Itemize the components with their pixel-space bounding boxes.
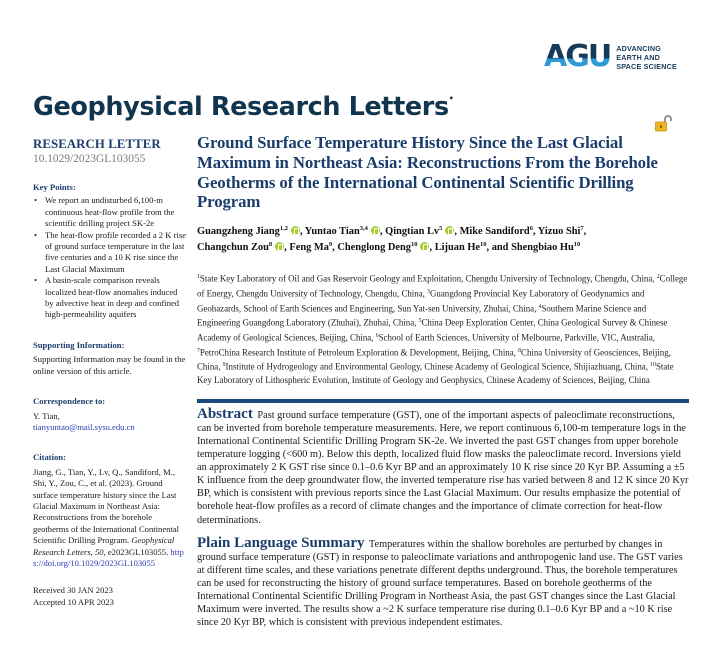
abstract [197, 405, 689, 527]
key-points-heading: Key Points: [33, 182, 76, 192]
author-name: Guangzheng Jiang [197, 226, 280, 238]
affiliation-number: 3 [427, 288, 430, 295]
plain-language-summary-text: Temperatures within the shallow boreholes are perturbed by changes in ground surface temperature (GST) in response to paleoclimate variations and anthropogenic land use. The GST varies at different time scales, and these variations penetrate different depths underground. Thus, the borehole temperatures can be used for reconstructing the history of ground surface temperatures. Based on borehole geotherms of the International Continental Scientific Drilling Program in Northeast Asia, the past GST changes since the Last Glacial Maximum were inverted. The results show a ~2 K surface temperature rise during 0.1–0.6 Kyr BP and a ~10 K rise since 20 Kyr BP, which is consistent with previous independent estimates. [197, 538, 683, 629]
left-sidebar [33, 137, 188, 608]
author-name: Lijuan He [434, 242, 481, 254]
affiliation-number: 8 [518, 347, 522, 354]
correspondence-name: Y. Tian, [33, 410, 60, 421]
author[interactable] [460, 226, 533, 237]
journal-title [33, 92, 453, 122]
affiliation: School of Earth Sciences, University of Melbourne, Parkville, VIC, Australia, [378, 332, 655, 343]
author-affiliation-ref: 10 [410, 241, 418, 249]
supporting-info-heading: Supporting Information: [33, 339, 125, 350]
author-separator: , [284, 242, 290, 254]
citation-article-id: e2023GL103055. [105, 546, 171, 557]
affiliation: China University of Geosciences, Beijing, China, [197, 347, 671, 372]
open-lock-icon [655, 114, 672, 132]
article-dates [33, 585, 188, 608]
affiliation: Guangdong Provincial Key Laboratory of Geodynamics and Geohazards, School of Earth Sciences and Engineering, Sun Yat-sen University, Zhuhai, China, [197, 288, 645, 314]
key-point: • The heat-flow profile recorded a 2 K rise of ground surface temperature in the last five centuries and a 10 K rise since the Last Glacial Maximum [33, 230, 188, 276]
author[interactable] [197, 226, 288, 237]
citation-doi-link[interactable]: https://doi.org/10.1029/2023GL103055 [33, 546, 184, 568]
author-name: Changchun Zou [197, 242, 269, 254]
main-content [197, 133, 689, 629]
affiliation: China Deep Exploration Center, China Geological Survey & Chinese Academy of Geological Sciences, Beijing, China, [197, 317, 668, 343]
affiliation-number: 4 [538, 303, 542, 310]
correspondence [33, 396, 188, 433]
agu-tagline-line: SPACE SCIENCE [616, 61, 677, 71]
section-divider [197, 399, 689, 403]
agu-tagline [616, 44, 677, 71]
author[interactable] [511, 242, 580, 253]
author-affiliation-ref: 7 [580, 225, 584, 233]
supporting-information [33, 340, 188, 377]
plain-language-summary [197, 534, 689, 630]
author-list [197, 222, 689, 254]
abstract-text: Past ground surface temperature (GST), one of the important aspects of paleoclimate reconstructions, can be inverted from borehole temperature measurements. Here, we report continuous 6,100-m temperature logs in the International Continental Scientific Drilling Program SK-2e. We inverted the past GST changes from upper borehole temperature logging (<600 m). Below this depth, localized fluid flow masks the paleoclimate record. Inversions yield an approximately 2 K GST rise since 0.1–0.6 Kyr BP and an approximately 10 K rise since 20 Kyr BP. Assuming a ±5 K influence from the deep groundwater flow, the inverted temperature rise has varied between 8 and 12 K since 20 Kyr BP, which is consistent with previous reports since the Last Glacial Maximum. Our results emphasize the potential of borehole heat-flow profiles as a record of climate changes and the importance of climate correction for heat-flow determinations. [197, 409, 689, 526]
journal-title-mark: • [448, 94, 454, 103]
author-separator: , [299, 226, 305, 238]
citation-text [33, 467, 188, 570]
author-separator: , [429, 242, 435, 254]
author-affiliation-ref: 8 [268, 241, 273, 249]
author-affiliation-ref: 3,4 [359, 225, 368, 233]
author[interactable] [435, 242, 487, 253]
author[interactable] [385, 226, 442, 237]
author-name: Feng Ma [289, 242, 329, 254]
citation-heading: Citation: [33, 452, 66, 463]
author-affiliation-ref: 1,2 [279, 225, 288, 233]
agu-logo[interactable] [544, 39, 677, 74]
author-name: Yizuo Shi [537, 226, 581, 238]
key-points-list [33, 195, 188, 320]
citation [33, 452, 188, 569]
affiliation: State Key Laboratory of Lithospheric Evolution, Institute of Geology and Geophysics, Chinese Academy of Sciences, Beijing, China [197, 361, 674, 386]
orcid-icon[interactable] [371, 226, 380, 235]
author-separator: , [379, 226, 386, 238]
agu-logo-mark: AGU [544, 39, 611, 74]
citation-body: Jiang, G., Tian, Y., Lv, Q., Sandiford, M., Shi, Y., Zou, C., et al. (2023). Ground surface temperature history since the Last Glacial Maximum in Northeast Asia: Reconstructions from the borehole geotherms of the International Continental Scientific Drilling Program. [33, 466, 180, 546]
affiliation-number: 1 [197, 274, 200, 281]
author-name: Shengbiao Hu [511, 242, 574, 254]
received-date: Received 30 JAN 2023 [33, 585, 113, 596]
affiliation-number: 9 [222, 362, 226, 369]
accepted-date: Accepted 10 APR 2023 [33, 596, 114, 607]
author[interactable] [305, 226, 368, 237]
author-separator: , [332, 242, 338, 254]
author-separator: , [583, 226, 587, 238]
article-type: RESEARCH LETTER [33, 137, 161, 151]
author-affiliation-ref: 10 [480, 241, 487, 249]
affiliation-number: 2 [656, 274, 660, 281]
author-separator: , [454, 226, 460, 238]
author[interactable] [538, 226, 584, 237]
article-title: Ground Surface Temperature History Since the Last Glacial Maximum in Northeast Asia: Reconstructions From the Borehole Geotherms of the International Continental Scientific Drilling Program [197, 133, 658, 212]
affiliation: Southern Marine Science and Engineering Guangdong Laboratory (Zhuhai), Zhuhai, China, [197, 303, 647, 328]
correspondence-heading: Correspondence to: [33, 396, 106, 407]
affiliation-number: 5 [418, 318, 422, 325]
author-name: Qingtian Lv [385, 226, 440, 238]
author[interactable] [197, 242, 272, 253]
author-affiliation-ref: 10 [573, 241, 581, 249]
affiliation: College of Energy, Chengdu University of Technology, Chengdu, China, [197, 273, 688, 299]
key-point: • A basin-scale comparison reveals localized heat-flow anomalies induced by advective heat in deep and confined high-permeability aquifers [33, 275, 188, 321]
affiliation-number: 7 [197, 347, 200, 354]
orcid-icon[interactable] [445, 226, 454, 235]
author-affiliation-ref: 9 [328, 241, 333, 249]
key-point: • We report an undisturbed 6,100-m continuous heat-flow profile from the scientific drilling project SK-2e [33, 195, 188, 229]
affiliation: State Key Laboratory of Oil and Gas Reservoir Geology and Exploitation, Chengdu University of Technology, Chengdu, China, [199, 273, 657, 284]
orcid-icon[interactable] [275, 242, 284, 251]
author-name: Mike Sandiford [459, 226, 530, 238]
affiliation-number: 6 [375, 333, 379, 339]
plain-language-summary-heading: Plain Language Summary [197, 534, 365, 551]
citation-journal: Geophysical Research Letters, 50, [33, 535, 175, 557]
affiliation: Institute of Hydrogeology and Environmental Geology, Chinese Academy of Geological Science, Shijiazhuang, China, [225, 361, 651, 372]
author-separator: , [532, 226, 538, 238]
orcid-icon[interactable] [291, 226, 300, 235]
journal-title-text: Geophysical Research Letters [33, 92, 449, 122]
affiliation: PetroChina Research Institute of Petroleum Exploration & Development, Beijing, China, [199, 347, 519, 358]
author-affiliation-ref: 6 [529, 225, 533, 233]
correspondence-email-link[interactable]: tianyuntao@mail.sysu.edu.cn [33, 421, 135, 432]
author[interactable] [289, 242, 332, 253]
supporting-info-text: Supporting Information may be found in the online version of this article. [33, 354, 186, 376]
affiliation-number: 10 [650, 362, 656, 369]
author-affiliation-ref: 5 [439, 225, 443, 233]
author-name: Yuntao Tian [304, 226, 360, 238]
affiliations [197, 271, 689, 387]
author-separator: , and [486, 242, 512, 254]
article-doi[interactable]: 10.1029/2023GL103055 [33, 153, 146, 165]
agu-tagline-line: ADVANCING [616, 43, 661, 53]
author[interactable] [337, 242, 417, 253]
author-name: Chenglong Deng [337, 242, 411, 254]
abstract-heading: Abstract [197, 405, 253, 422]
agu-tagline-line: EARTH AND [616, 52, 661, 62]
